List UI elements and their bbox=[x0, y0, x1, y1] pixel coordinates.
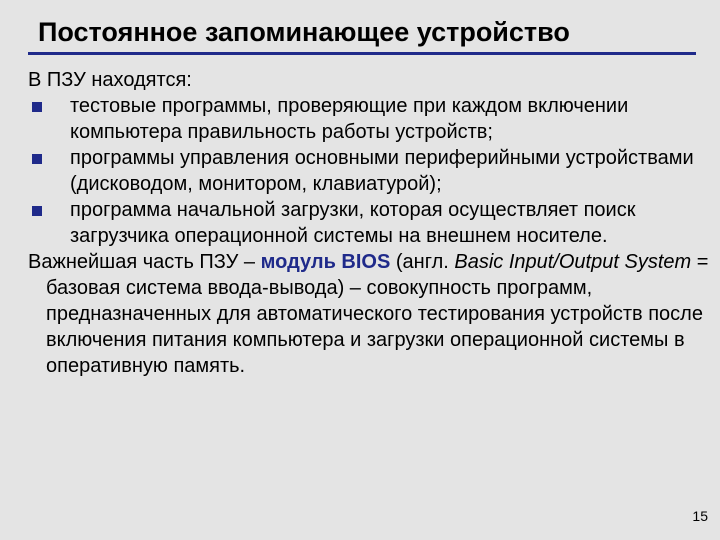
square-bullet-icon bbox=[32, 102, 42, 112]
slide-title: Постоянное запоминающее устройство bbox=[38, 17, 570, 47]
list-item bbox=[28, 93, 712, 145]
square-bullet-icon bbox=[32, 206, 42, 216]
bullet-text: программа начальной загрузки, которая осуществляет поиск загрузчика операционной системы на внешнем носителе. bbox=[70, 199, 636, 247]
page-number: 15 bbox=[692, 508, 708, 524]
square-bullet-icon bbox=[32, 154, 42, 164]
bios-paragraph bbox=[28, 249, 712, 379]
title-underline bbox=[28, 52, 696, 55]
paragraph-italic-term: Basic Input/Output System bbox=[454, 251, 692, 273]
paragraph-lead: Важнейшая часть ПЗУ – bbox=[28, 251, 261, 273]
bios-highlight: модуль BIOS bbox=[260, 251, 391, 273]
bullet-text: тестовые программы, проверяющие при каждом включении компьютера правильность работы устройств; bbox=[70, 95, 629, 143]
bullet-list bbox=[28, 93, 712, 249]
intro-text: В ПЗУ находятся: bbox=[28, 69, 192, 91]
list-item bbox=[28, 197, 712, 249]
paragraph-after-highlight: (англ. bbox=[390, 251, 455, 273]
list-item bbox=[28, 145, 712, 197]
slide-body bbox=[28, 67, 712, 379]
paragraph-tail: = базовая система ввода-вывода) – совокупность программ, предназначенных для автоматического тестирования устройств после включения питания компьютера и загрузки операционной системы в оперативную память. bbox=[46, 251, 709, 377]
bullet-text: программы управления основными периферийными устройствами (дисководом, монитором, клавиатурой); bbox=[70, 147, 694, 195]
